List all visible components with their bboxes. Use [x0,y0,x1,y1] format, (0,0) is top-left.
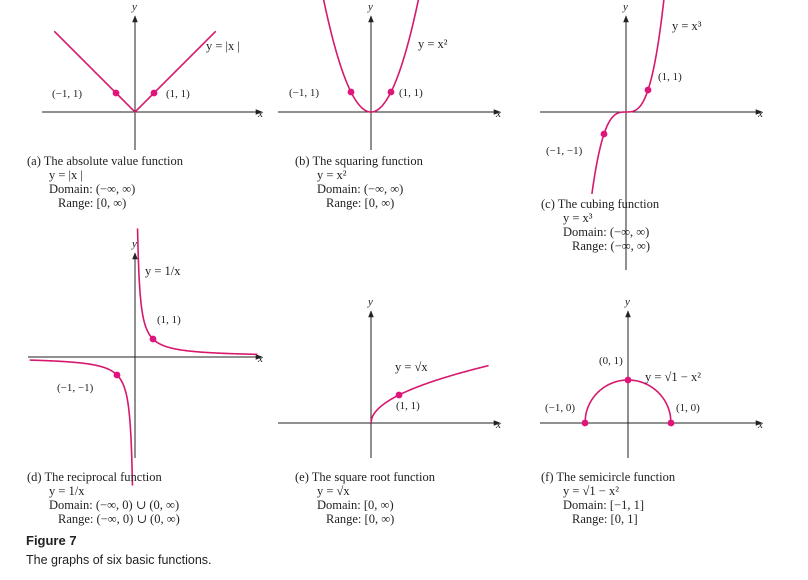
caption-title: (b) The squaring function [295,154,423,168]
point-label: (1, 1) [396,400,420,412]
caption-formula: y = √x [317,484,350,498]
point-marker [151,90,158,97]
panel-f [540,296,763,526]
point-marker [625,377,632,384]
point-marker [388,89,395,96]
point-label: (1, 1) [166,88,190,100]
caption-domain: Domain: [−1, 1] [563,498,644,512]
caption-domain: Domain: [0, ∞) [317,498,394,512]
point-marker [114,372,121,379]
caption-range: Range: [0, ∞) [58,196,127,210]
curve-label: y = 1/x [145,264,181,278]
point-label: (−1, −1) [57,382,94,394]
point-label: (−1, −1) [546,145,583,157]
y-axis-label: y [132,238,137,250]
point-label: (0, 1) [599,355,623,367]
figure-subtitle: The graphs of six basic functions. [26,553,212,567]
panel-d [27,228,263,526]
y-axis-label: y [368,1,373,13]
caption-domain: Domain: (−∞, 0) ∪ (0, ∞) [49,498,180,512]
curve-label: y = √1 − x² [645,370,701,384]
point-marker [601,131,608,138]
caption-domain: Domain: (−∞, ∞) [49,182,136,196]
y-axis-label: y [623,1,628,13]
x-axis-label: x [758,419,763,431]
caption-domain: Domain: (−∞, ∞) [563,225,650,239]
caption-range: Range: (−∞, 0) ∪ (0, ∞) [58,512,180,526]
x-axis-label: x [758,108,763,120]
point-label: (1, 1) [157,314,181,326]
caption-title: (f) The semicircle function [541,470,676,484]
point-label: (−1, 0) [545,402,576,414]
curve-label: y = √x [395,360,428,374]
figure-title: Figure 7 [26,533,77,548]
panel-a [27,1,263,210]
point-marker [348,89,355,96]
point-marker [150,336,157,343]
point-label: (1, 1) [399,87,423,99]
x-axis-label: x [496,108,501,120]
panel-e [278,296,501,526]
caption-title: (e) The square root function [295,470,435,484]
caption-title: (a) The absolute value function [27,154,183,168]
caption-range: Range: (−∞, ∞) [572,239,650,253]
y-axis-label: y [625,296,630,308]
curve-label: y = |x | [206,39,240,53]
caption-formula: y = 1/x [49,484,85,498]
point-marker [582,420,589,427]
x-axis-label: x [258,108,263,120]
point-label: (1, 1) [658,71,682,83]
caption-title: (d) The reciprocal function [27,470,162,484]
curve-label: y = x² [418,37,448,51]
curve-cube [592,0,669,194]
caption-range: Range: [0, ∞) [326,512,395,526]
point-label: (−1, 1) [289,87,320,99]
caption-formula: y = x² [317,168,347,182]
y-axis-label: y [132,1,137,13]
curve-sqrt [371,366,489,423]
caption-range: Range: [0, ∞) [326,196,395,210]
caption-formula: y = |x | [49,168,83,182]
point-label: (1, 0) [676,402,700,414]
panel-c [540,0,763,270]
y-axis-label: y [368,296,373,308]
caption-formula: y = x³ [563,211,593,225]
point-marker [396,392,403,399]
panel-b [278,0,501,210]
point-marker [113,90,120,97]
point-marker [645,87,652,94]
curve-label: y = x³ [672,19,702,33]
caption-title: (c) The cubing function [541,197,660,211]
x-axis-label: x [258,353,263,365]
caption-formula: y = √1 − x² [563,484,619,498]
caption-domain: Domain: (−∞, ∞) [317,182,404,196]
point-label: (−1, 1) [52,88,83,100]
point-marker [668,420,675,427]
x-axis-label: x [496,419,501,431]
caption-range: Range: [0, 1] [572,512,638,526]
